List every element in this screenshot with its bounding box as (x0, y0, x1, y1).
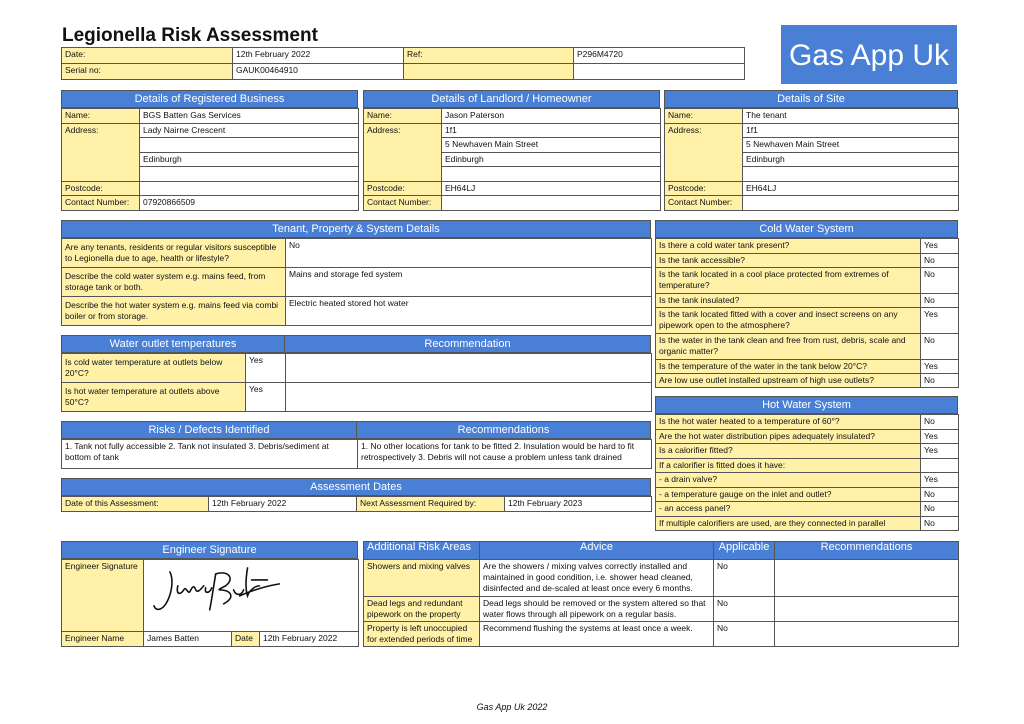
outlet-recommendation (286, 383, 652, 412)
hot-water-answer (921, 459, 959, 473)
tenant-answer: Mains and storage fed system (286, 268, 652, 297)
outlet-answer: Yes (246, 354, 286, 383)
hot-water-answer: No (921, 502, 959, 517)
landlord-name: Jason Paterson (442, 109, 661, 124)
risk-advice: Are the showers / mixing valves correctly installed and maintained in good condition, i.e. shower head cleaned, disinfected and de-scaled at least once every 6 months. (480, 560, 714, 597)
site-address-label: Address: (665, 124, 743, 182)
landlord-contact-label: Contact Number: (364, 196, 442, 211)
signature-date-label: Date (232, 631, 260, 646)
risk-advice: Dead legs should be removed or the system altered so that water flows through all pipework on a regular basis. (480, 597, 714, 622)
cold-water-answer: No (921, 374, 959, 388)
assessment-dates-section (61, 478, 651, 512)
gas-app-uk-logo (781, 25, 957, 84)
risk-advice: Recommend flushing the systems at least once a week. (480, 622, 714, 647)
cold-water-question: Is the tank located in a cool place protected from extremes of temperature? (656, 268, 921, 294)
hot-water-answer: Yes (921, 473, 959, 488)
cold-water-answer: No (921, 254, 959, 268)
advice-header: Advice (480, 542, 714, 560)
tenant-answer: Electric heated stored hot water (286, 297, 652, 326)
landlord-address-label: Address: (364, 124, 442, 182)
outlet-temperatures-section (61, 335, 651, 412)
tenant-answer: No (286, 239, 652, 268)
landlord-details-section (363, 90, 660, 211)
date-label: Date: (62, 48, 233, 64)
hot-water-question: - a drain valve? (656, 473, 921, 488)
outlet-question: Is hot water temperature at outlets above 50°C? (62, 383, 246, 412)
serial-label: Serial no: (62, 64, 233, 80)
landlord-contact (442, 196, 661, 211)
logo-text: Gas App Uk (788, 39, 950, 72)
hot-water-answer: Yes (921, 430, 959, 444)
cold-water-header: Cold Water System (655, 220, 958, 238)
landlord-details-header: Details of Landlord / Homeowner (363, 90, 660, 108)
ref-value: P296M4720 (574, 48, 745, 64)
engineer-name: James Batten (144, 631, 232, 646)
ref-label: Ref: (404, 48, 574, 64)
tenant-details-section (61, 220, 651, 326)
landlord-address-line-4 (442, 167, 661, 182)
assessment-dates-table (61, 496, 652, 512)
assessment-dates-header: Assessment Dates (61, 478, 651, 496)
outlet-temperatures-header: Water outlet temperatures (61, 335, 285, 353)
site-address-line-4 (743, 167, 959, 182)
next-assessment-label: Next Assessment Required by: (357, 497, 505, 512)
cold-water-question: Is the tank accessible? (656, 254, 921, 268)
outlet-recommendation-header: Recommendation (285, 335, 651, 353)
hot-water-question: - an access panel? (656, 502, 921, 517)
risk-recommendation (775, 597, 959, 622)
additional-recommendations-header: Recommendations (775, 542, 959, 560)
page-footer: Gas App Uk 2022 (476, 702, 548, 712)
landlord-details-table (363, 108, 661, 211)
site-name: The tenant (743, 109, 959, 124)
cold-water-question: Is the tank insulated? (656, 294, 921, 308)
cold-water-answer: Yes (921, 239, 959, 254)
header-empty-label (404, 64, 574, 80)
cold-water-question: Is there a cold water tank present? (656, 239, 921, 254)
business-postcode-label: Postcode: (62, 182, 140, 196)
cold-water-question: Is the water in the tank clean and free from rust, debris, scale and organic matter? (656, 334, 921, 360)
risk-recommendation (775, 560, 959, 597)
header-info-table (61, 47, 745, 80)
site-address-line-3: Edinburgh (743, 153, 959, 167)
risk-area: Showers and mixing valves (364, 560, 480, 597)
site-contact (743, 196, 959, 211)
site-address-line-1: 1f1 (743, 124, 959, 138)
page-title: Legionella Risk Assessment (62, 25, 318, 46)
date-value: 12th February 2022 (233, 48, 404, 64)
business-name: BGS Batten Gas Services (140, 109, 359, 124)
business-address-line-1: Lady Nairne Crescent (140, 124, 359, 138)
risks-text: 1. Tank not fully accessible 2. Tank not insulated 3. Debris/sediment at bottom of tank (62, 440, 358, 469)
landlord-address-line-2: 5 Newhaven Main Street (442, 138, 661, 153)
handwritten-signature (144, 560, 358, 628)
site-contact-label: Contact Number: (665, 196, 743, 211)
header-empty-value (574, 64, 745, 80)
cold-water-section (655, 220, 958, 388)
hot-water-answer: No (921, 415, 959, 430)
cold-water-question: Is the temperature of the water in the tank below 20°C? (656, 360, 921, 374)
hot-water-question: If a calorifier is fitted does it have: (656, 459, 921, 473)
site-details-table (664, 108, 959, 211)
site-name-label: Name: (665, 109, 743, 124)
assessment-date-label: Date of this Assessment: (62, 497, 209, 512)
risk-applicable: No (714, 560, 775, 597)
cold-water-answer: Yes (921, 360, 959, 374)
hot-water-answer: No (921, 488, 959, 502)
landlord-address-line-3: Edinburgh (442, 153, 661, 167)
hot-water-question: - a temperature gauge on the inlet and outlet? (656, 488, 921, 502)
next-assessment-value: 12th February 2023 (505, 497, 652, 512)
business-postcode (140, 182, 359, 196)
business-address-line-2 (140, 138, 359, 153)
site-postcode: EH64LJ (743, 182, 959, 196)
cold-water-table (655, 238, 959, 388)
business-address-line-4 (140, 167, 359, 182)
hot-water-table (655, 414, 959, 531)
cold-water-answer: Yes (921, 308, 959, 334)
landlord-address-line-1: 1f1 (442, 124, 661, 138)
landlord-postcode: EH64LJ (442, 182, 661, 196)
engineer-signature-header: Engineer Signature (61, 541, 358, 559)
business-address-label: Address: (62, 124, 140, 182)
business-contact: 07920866509 (140, 196, 359, 211)
applicable-header: Applicable (714, 542, 775, 560)
risk-area: Property is left unoccupied for extended periods of time (364, 622, 480, 647)
tenant-details-table (61, 238, 652, 326)
engineer-signature-table (61, 559, 359, 647)
site-postcode-label: Postcode: (665, 182, 743, 196)
hot-water-answer: No (921, 517, 959, 531)
cold-water-answer: No (921, 334, 959, 360)
landlord-postcode-label: Postcode: (364, 182, 442, 196)
risks-recommendation-text: 1. No other locations for tank to be fitted 2. Insulation would be hard to fit retrospectively 3. Debris will not cause a problem unless tank drained (358, 440, 652, 469)
outlet-temperatures-table (61, 353, 652, 412)
risks-recommendations-header: Recommendations (357, 421, 651, 439)
outlet-answer: Yes (246, 383, 286, 412)
site-address-line-2: 5 Newhaven Main Street (743, 138, 959, 153)
tenant-question: Are any tenants, residents or regular visitors susceptible to Legionella due to age, health or lifestyle? (62, 239, 286, 268)
business-address-line-3: Edinburgh (140, 153, 359, 167)
tenant-question: Describe the hot water system e.g. mains feed via combi boiler or from storage. (62, 297, 286, 326)
cold-water-answer: No (921, 294, 959, 308)
hot-water-header: Hot Water System (655, 396, 958, 414)
tenant-details-header: Tenant, Property & System Details (61, 220, 651, 238)
business-details-table (61, 108, 359, 211)
site-details-section (664, 90, 958, 211)
business-details-section (61, 90, 358, 211)
signature-date: 12th February 2022 (260, 631, 359, 646)
cold-water-answer: No (921, 268, 959, 294)
cold-water-question: Are low use outlet installed upstream of high use outlets? (656, 374, 921, 388)
outlet-question: Is cold water temperature at outlets below 20°C? (62, 354, 246, 383)
signature-label: Engineer Signature (62, 560, 144, 632)
cold-water-question: Is the tank located fitted with a cover and insect screens on any pipework open to the atmosphere? (656, 308, 921, 334)
serial-value: GAUK00464910 (233, 64, 404, 80)
outlet-recommendation (286, 354, 652, 383)
engineer-signature-section (61, 541, 358, 647)
business-name-label: Name: (62, 109, 140, 124)
risks-section (61, 421, 651, 469)
risk-applicable: No (714, 622, 775, 647)
additional-risks-table (363, 541, 959, 647)
engineer-name-label: Engineer Name (62, 631, 144, 646)
risks-table (61, 439, 652, 469)
hot-water-section (655, 396, 958, 531)
additional-risks-section (363, 541, 958, 647)
assessment-date-value: 12th February 2022 (209, 497, 357, 512)
risk-applicable: No (714, 597, 775, 622)
hot-water-question: Is a calorifier fitted? (656, 444, 921, 459)
hot-water-question: Are the hot water distribution pipes adequately insulated? (656, 430, 921, 444)
business-contact-label: Contact Number: (62, 196, 140, 211)
hot-water-question: Is the hot water heated to a temperature of 60°? (656, 415, 921, 430)
business-details-header: Details of Registered Business (61, 90, 358, 108)
landlord-name-label: Name: (364, 109, 442, 124)
risk-area: Dead legs and redundant pipework on the property (364, 597, 480, 622)
risk-recommendation (775, 622, 959, 647)
hot-water-answer: Yes (921, 444, 959, 459)
additional-risk-areas-header: Additional Risk Areas (364, 542, 480, 560)
hot-water-question: If multiple calorifiers are used, are they connected in parallel (656, 517, 921, 531)
signature-box (144, 560, 359, 632)
risks-header: Risks / Defects Identified (61, 421, 357, 439)
site-details-header: Details of Site (664, 90, 958, 108)
tenant-question: Describe the cold water system e.g. mains feed, from storage tank or both. (62, 268, 286, 297)
